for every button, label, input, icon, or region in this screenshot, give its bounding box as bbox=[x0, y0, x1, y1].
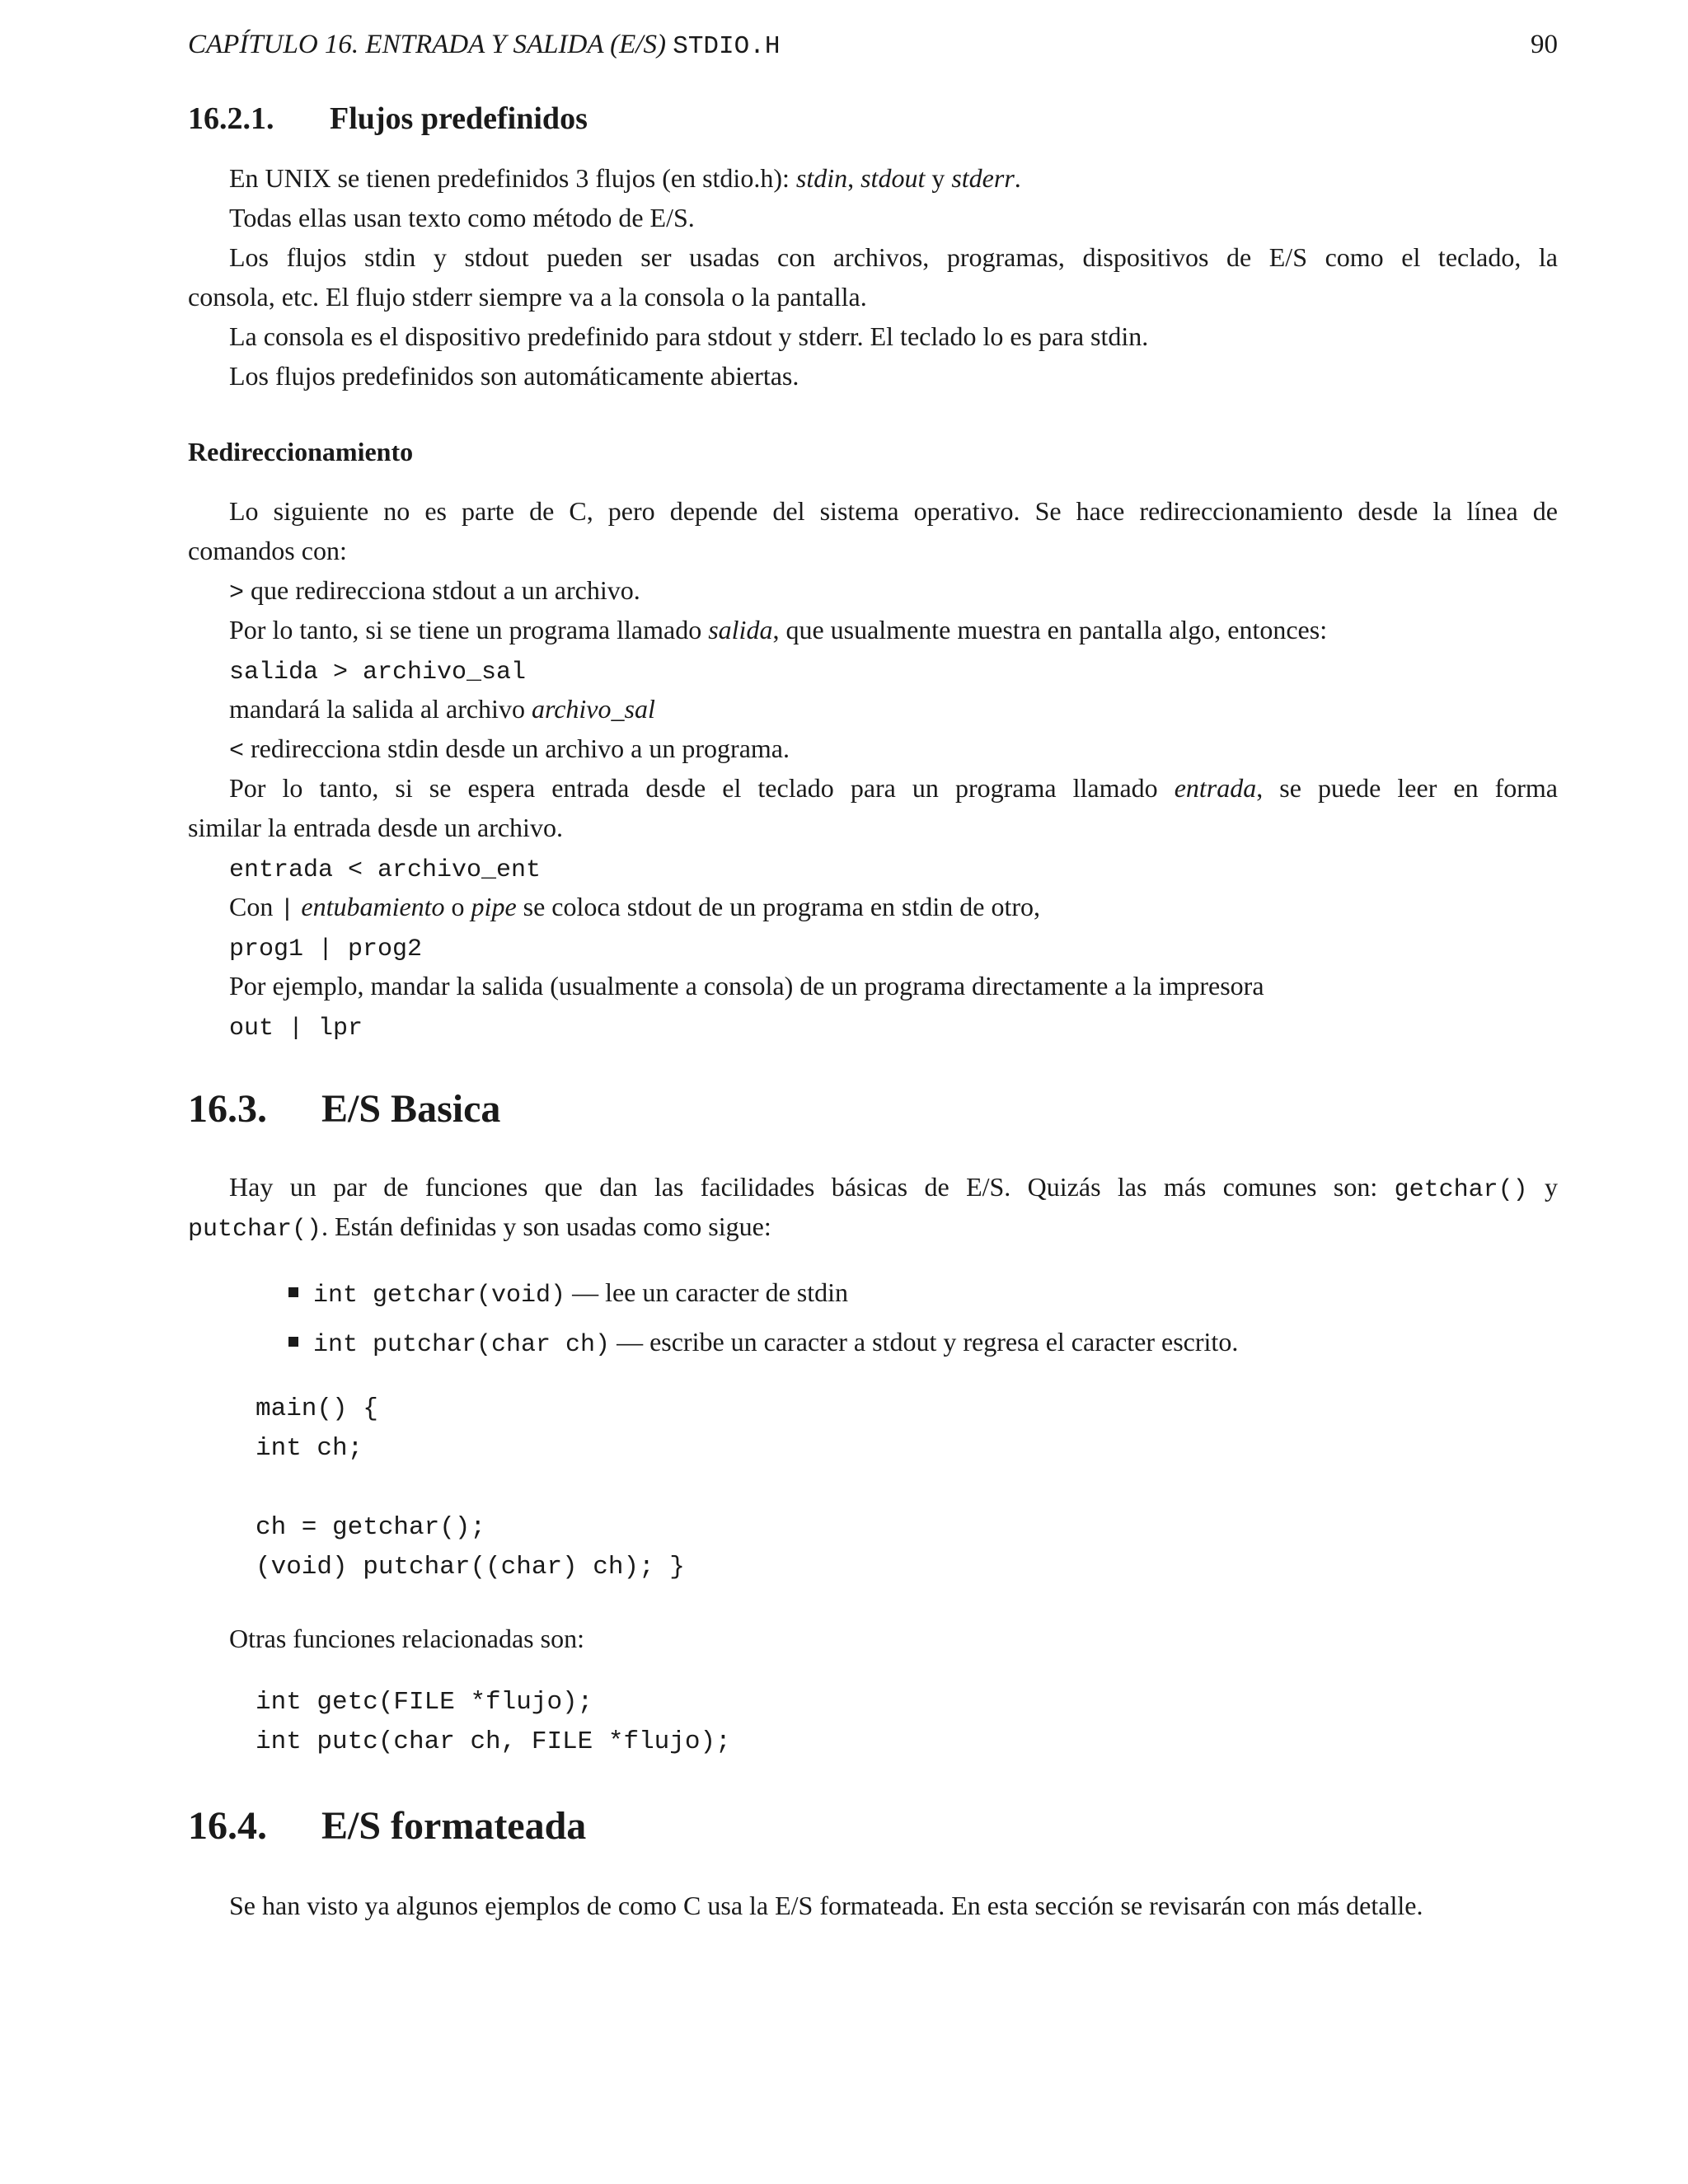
paragraph-lt-operator: < redirecciona stdin desde un archivo a un programa. bbox=[229, 733, 790, 766]
section-number: 16.3. bbox=[188, 1087, 267, 1131]
command-prog-pipe: prog1 | prog2 bbox=[229, 935, 423, 963]
putchar-code: putchar() bbox=[188, 1216, 322, 1244]
paragraph-text-io: Todas ellas usan texto como método de E/S. bbox=[229, 203, 695, 232]
bullet-square-icon bbox=[288, 1337, 298, 1347]
paragraph-other-functions: Otras funciones relacionadas son: bbox=[229, 1624, 584, 1653]
section-heading-16-4 bbox=[188, 1803, 586, 1849]
gt-symbol: > bbox=[229, 579, 245, 607]
paragraph-redirection-line1: Lo siguiente no es parte de C, pero depende del sistema operativo. Se hace redireccionamiento desde la línea de bbox=[229, 496, 1558, 526]
bullet-square-icon bbox=[288, 1287, 298, 1297]
chapter-title: CAPÍTULO 16. ENTRADA Y SALIDA (E/S) STDIO.H bbox=[188, 30, 781, 61]
subsection-heading-16-2-1 bbox=[188, 101, 588, 137]
code-block-getc-putc: int getc(FILE *flujo); int putc(char ch, FILE *flujo); bbox=[256, 1688, 731, 1756]
paragraph-redirection-line2: comandos con: bbox=[188, 536, 347, 565]
list-item-getchar: int getchar(void) — lee un caracter de stdin bbox=[288, 1276, 848, 1312]
paragraph-console-default: La consola es el dispositivo predefinido para stdout y stderr. El teclado lo es para stdin. bbox=[229, 321, 1149, 351]
paragraph-stdin-stdout-line1: Los flujos stdin y stdout pueden ser usadas con archivos, programas, dispositivos de E/S como el teclado, la bbox=[229, 242, 1558, 272]
paragraph-basic-io-line1: Hay un par de funciones que dan las facilidades básicas de E/S. Quizás las más comunes son: getchar() y bbox=[229, 1172, 1558, 1203]
subsection-title: Flujos predefinidos bbox=[330, 101, 588, 136]
paragraph-stdin-stdout-line2: consola, etc. El flujo stderr siempre va a la consola o la pantalla. bbox=[188, 282, 867, 312]
paragraph-heading-redirection: Redireccionamiento bbox=[188, 437, 414, 466]
chapter-code: STDIO.H bbox=[673, 32, 781, 61]
section-title: E/S formateada bbox=[321, 1804, 587, 1848]
paragraph-auto-open: Los flujos predefinidos son automáticamente abiertas. bbox=[229, 361, 799, 391]
paragraph-predefined-streams: En UNIX se tienen predefinidos 3 flujos (en stdio.h): stdin, stdout y stderr. bbox=[229, 163, 1021, 193]
paragraph-pipe: Con | entubamiento o pipe se coloca stdout de un programa en stdin de otro, bbox=[229, 892, 1041, 924]
paragraph-entrada-line1: Por lo tanto, si se espera entrada desde el teclado para un programa llamado entrada, se puede leer en forma bbox=[229, 773, 1558, 803]
section-title: E/S Basica bbox=[321, 1087, 501, 1131]
lt-symbol: < bbox=[229, 738, 245, 766]
paragraph-archivo-sal: mandará la salida al archivo archivo_sal bbox=[229, 694, 655, 724]
paragraph-salida-example: Por lo tanto, si se tiene un programa llamado salida, que usualmente muestra en pantalla algo, entonces: bbox=[229, 615, 1328, 644]
section-heading-16-3 bbox=[188, 1086, 500, 1132]
running-header bbox=[188, 30, 1558, 63]
command-entrada: entrada < archivo_ent bbox=[229, 856, 542, 884]
getchar-code: getchar() bbox=[1394, 1176, 1528, 1203]
pipe-symbol: | bbox=[279, 896, 295, 924]
paragraph-entrada-line2: similar la entrada desde un archivo. bbox=[188, 813, 563, 842]
list-item-putchar: int putchar(char ch) — escribe un caracter a stdout y regresa el caracter escrito. bbox=[288, 1325, 1238, 1361]
paragraph-formatted-io: Se han visto ya algunos ejemplos de como C usa la E/S formateada. En esta sección se revisarán con más detalle. bbox=[229, 1891, 1423, 1920]
paragraph-gt-operator: > que redirecciona stdout a un archivo. bbox=[229, 575, 640, 607]
subsection-number: 16.2.1. bbox=[188, 101, 274, 136]
command-salida: salida > archivo_sal bbox=[229, 658, 527, 687]
paragraph-basic-io-line2: putchar(). Están definidas y son usadas como sigue: bbox=[188, 1212, 771, 1244]
page-number: 90 bbox=[1531, 30, 1558, 59]
paragraph-printer-example: Por ejemplo, mandar la salida (usualmente a consola) de un programa directamente a la impresora bbox=[229, 971, 1264, 1001]
section-number: 16.4. bbox=[188, 1804, 267, 1848]
command-out-lpr: out | lpr bbox=[229, 1015, 363, 1043]
code-block-main: main() { int ch; ch = getchar(); (void) putchar((char) ch); } bbox=[256, 1394, 685, 1582]
